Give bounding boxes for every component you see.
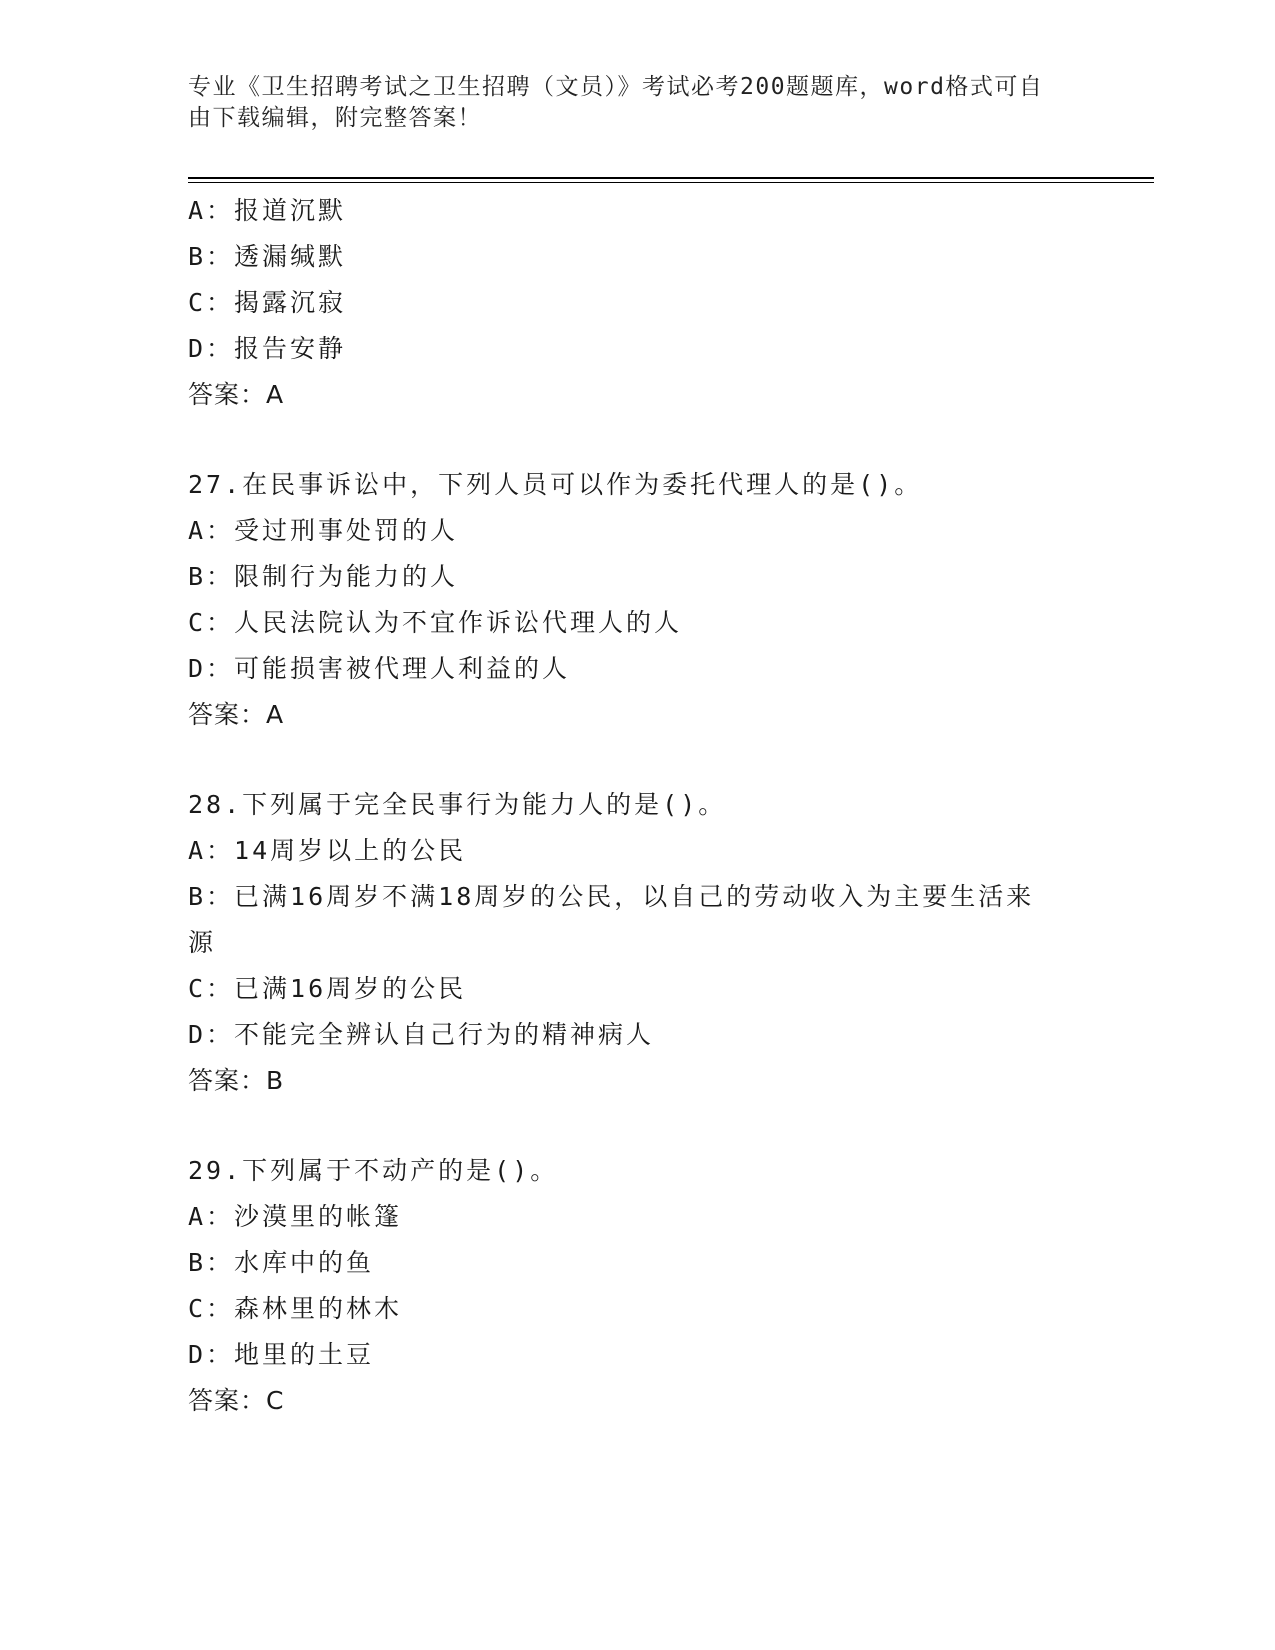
option-a: A：受过刑事处罚的人 <box>188 516 459 545</box>
option-b: B：水库中的鱼 <box>188 1248 375 1277</box>
answer-line: 答案：C <box>188 1386 285 1415</box>
answer-line: 答案：B <box>188 1066 285 1095</box>
option-b: B：透漏缄默 <box>188 242 347 271</box>
option-b-continuation: 源 <box>188 928 217 957</box>
option-b: B：限制行为能力的人 <box>188 562 459 591</box>
option-c: C：揭露沉寂 <box>188 288 347 317</box>
option-d: D：可能损害被代理人利益的人 <box>188 654 571 683</box>
answer-line: 答案：A <box>188 700 285 729</box>
option-d: D：地里的土豆 <box>188 1340 375 1369</box>
header-line-1: 专业《卫生招聘考试之卫生招聘（文员）》考试必考200题题库，word格式可自 <box>188 74 1044 100</box>
option-c: C：森林里的林木 <box>188 1294 403 1323</box>
question-block-29 <box>188 1148 1088 1424</box>
option-a: A：沙漠里的帐篷 <box>188 1202 403 1231</box>
spacer <box>188 418 1088 462</box>
header-divider-top <box>188 177 1154 179</box>
option-d: D：报告安静 <box>188 334 347 363</box>
option-a: A：报道沉默 <box>188 196 347 225</box>
option-b: B：已满16周岁不满18周岁的公民，以自己的劳动收入为主要生活来 <box>188 882 1035 911</box>
question-block-prev <box>188 188 1088 418</box>
spacer <box>188 1104 1088 1148</box>
question-block-27 <box>188 462 1088 738</box>
document-body <box>188 188 1088 1424</box>
answer-line: 答案：A <box>188 380 285 409</box>
option-c: C：已满16周岁的公民 <box>188 974 467 1003</box>
header-divider-bottom <box>188 182 1154 183</box>
question-stem: 28.下列属于完全民事行为能力人的是()。 <box>188 790 727 819</box>
spacer <box>188 738 1088 782</box>
header-line-2: 由下载编辑，附完整答案！ <box>188 105 482 131</box>
option-c: C：人民法院认为不宜作诉讼代理人的人 <box>188 608 683 637</box>
question-block-28 <box>188 782 1088 1104</box>
question-stem: 27.在民事诉讼中，下列人员可以作为委托代理人的是()。 <box>188 470 923 499</box>
document-header <box>188 72 1068 134</box>
question-stem: 29.下列属于不动产的是()。 <box>188 1156 559 1185</box>
option-a: A：14周岁以上的公民 <box>188 836 467 865</box>
option-d: D：不能完全辨认自己行为的精神病人 <box>188 1020 655 1049</box>
